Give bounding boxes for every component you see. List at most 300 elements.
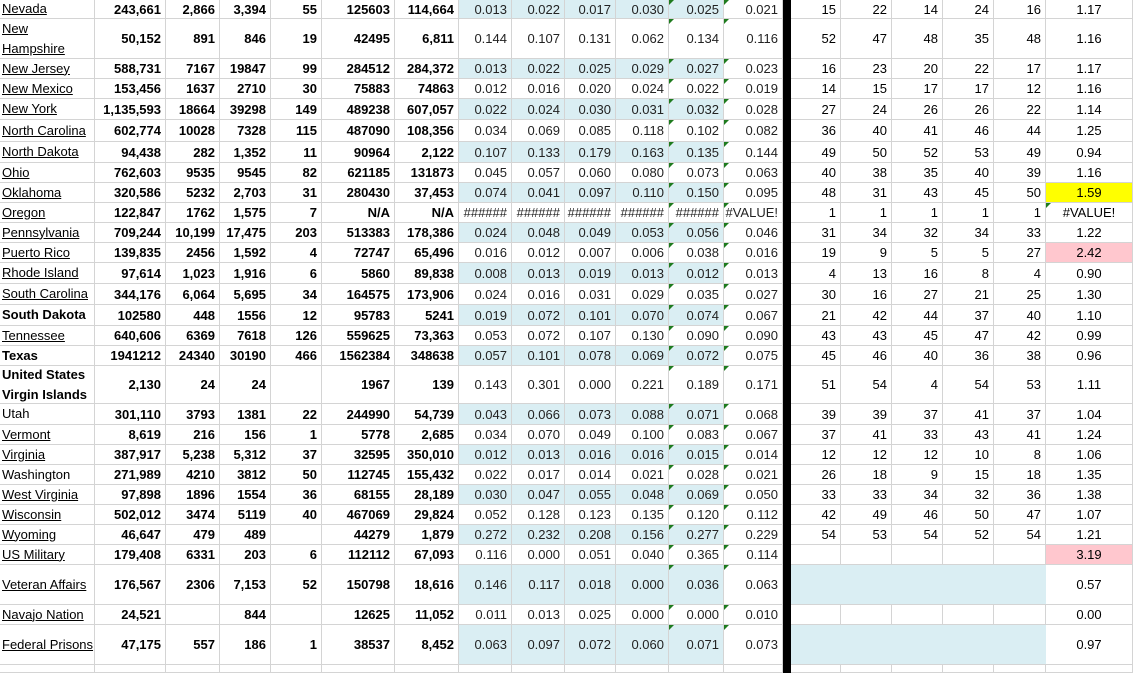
ratio-cell[interactable]: 0.143: [459, 366, 512, 403]
rank-cell[interactable]: 15: [943, 465, 994, 484]
ratio-cell[interactable]: 0.071: [669, 625, 724, 664]
rank-cell[interactable]: [791, 605, 841, 624]
value-cell[interactable]: 844: [220, 605, 271, 624]
ratio-cell[interactable]: 0.070: [616, 305, 669, 325]
rank-cell[interactable]: 12: [892, 445, 943, 464]
row-name-link[interactable]: Tennessee: [0, 326, 95, 345]
ratio-cell[interactable]: 0.000: [616, 605, 669, 624]
ratio-cell[interactable]: 0.120: [669, 505, 724, 524]
ratio-cell[interactable]: 0.022: [512, 0, 565, 18]
value-cell[interactable]: 7618: [220, 326, 271, 345]
ratio-cell[interactable]: 0.022: [459, 465, 512, 484]
average-cell[interactable]: 0.075: [724, 346, 783, 365]
ratio-cell[interactable]: 0.053: [459, 326, 512, 345]
rank-cell[interactable]: 16: [841, 284, 892, 304]
ratio-cell[interactable]: [669, 665, 724, 672]
row-name-link[interactable]: Veteran Affairs: [0, 565, 95, 604]
value-cell[interactable]: 46,647: [95, 525, 166, 544]
value-cell[interactable]: 709,244: [95, 223, 166, 242]
rank-cell[interactable]: [994, 605, 1046, 624]
ratio-cell[interactable]: ######: [669, 203, 724, 222]
average-cell[interactable]: 0.144: [724, 142, 783, 162]
ratio-cell[interactable]: 0.024: [616, 79, 669, 98]
value-cell[interactable]: 19: [271, 19, 322, 58]
value-cell[interactable]: 112112: [322, 545, 395, 564]
value-cell[interactable]: 31: [271, 183, 322, 202]
value-cell[interactable]: 216: [166, 425, 220, 444]
value-cell[interactable]: 7328: [220, 120, 271, 141]
ratio-cell[interactable]: 0.013: [459, 0, 512, 18]
rank-cell[interactable]: [841, 565, 892, 604]
value-cell[interactable]: 607,057: [395, 99, 459, 119]
ratio-cell[interactable]: 0.056: [669, 223, 724, 242]
value-cell[interactable]: 34: [271, 284, 322, 304]
value-cell[interactable]: 301,110: [95, 404, 166, 424]
ratio-cell[interactable]: 0.072: [512, 305, 565, 325]
value-cell[interactable]: 557: [166, 625, 220, 664]
rank-cell[interactable]: 41: [892, 120, 943, 141]
value-cell[interactable]: 5232: [166, 183, 220, 202]
ratio-cell[interactable]: 0.025: [565, 59, 616, 78]
rank-cell[interactable]: 1: [841, 203, 892, 222]
rank-cell[interactable]: 43: [841, 326, 892, 345]
ratio-cell[interactable]: 0.024: [459, 284, 512, 304]
ratio-cell[interactable]: 0.071: [669, 404, 724, 424]
rank-cell[interactable]: 35: [943, 19, 994, 58]
ratio-cell[interactable]: 0.072: [669, 346, 724, 365]
ratio-cell[interactable]: 0.025: [669, 0, 724, 18]
rank-cell[interactable]: 40: [994, 305, 1046, 325]
average-cell[interactable]: 0.090: [724, 326, 783, 345]
value-cell[interactable]: 54,739: [395, 404, 459, 424]
value-cell[interactable]: 489: [220, 525, 271, 544]
ratio-cell[interactable]: 0.000: [512, 545, 565, 564]
value-cell[interactable]: 38537: [322, 625, 395, 664]
ratio-cell[interactable]: 0.048: [616, 485, 669, 504]
average-cell[interactable]: 0.229: [724, 525, 783, 544]
ratio-cell[interactable]: 0.272: [459, 525, 512, 544]
value-cell[interactable]: 6,811: [395, 19, 459, 58]
ratio-cell[interactable]: 0.156: [616, 525, 669, 544]
ratio-cell[interactable]: 0.008: [459, 263, 512, 283]
score-cell[interactable]: 1.24: [1046, 425, 1133, 444]
rank-cell[interactable]: 9: [841, 243, 892, 262]
rank-cell[interactable]: 32: [943, 485, 994, 504]
ratio-cell[interactable]: 0.057: [512, 163, 565, 182]
ratio-cell[interactable]: 0.060: [565, 163, 616, 182]
ratio-cell[interactable]: 0.301: [512, 366, 565, 403]
ratio-cell[interactable]: 0.012: [459, 79, 512, 98]
rank-cell[interactable]: 10: [943, 445, 994, 464]
average-cell[interactable]: 0.067: [724, 425, 783, 444]
value-cell[interactable]: 243,661: [95, 0, 166, 18]
value-cell[interactable]: 2710: [220, 79, 271, 98]
ratio-cell[interactable]: 0.032: [669, 99, 724, 119]
rank-cell[interactable]: 48: [994, 19, 1046, 58]
value-cell[interactable]: 40: [271, 505, 322, 524]
ratio-cell[interactable]: 0.028: [669, 465, 724, 484]
average-cell[interactable]: 0.021: [724, 0, 783, 18]
ratio-cell[interactable]: 0.072: [565, 625, 616, 664]
ratio-cell[interactable]: 0.045: [459, 163, 512, 182]
rank-cell[interactable]: 54: [994, 525, 1046, 544]
ratio-cell[interactable]: 0.024: [512, 99, 565, 119]
rank-cell[interactable]: 40: [841, 120, 892, 141]
value-cell[interactable]: 348638: [395, 346, 459, 365]
value-cell[interactable]: 1,592: [220, 243, 271, 262]
value-cell[interactable]: 24340: [166, 346, 220, 365]
row-name-link[interactable]: Virginia: [0, 445, 95, 464]
rank-cell[interactable]: 16: [892, 263, 943, 283]
value-cell[interactable]: 1554: [220, 485, 271, 504]
value-cell[interactable]: 32595: [322, 445, 395, 464]
rank-cell[interactable]: 36: [994, 485, 1046, 504]
row-name-link[interactable]: Nevada: [0, 0, 95, 18]
value-cell[interactable]: 82: [271, 163, 322, 182]
ratio-cell[interactable]: 0.130: [616, 326, 669, 345]
average-cell[interactable]: 0.063: [724, 163, 783, 182]
rank-cell[interactable]: 17: [994, 59, 1046, 78]
value-cell[interactable]: 55: [271, 0, 322, 18]
rank-cell[interactable]: 45: [892, 326, 943, 345]
ratio-cell[interactable]: 0.038: [669, 243, 724, 262]
value-cell[interactable]: 344,176: [95, 284, 166, 304]
ratio-cell[interactable]: 0.016: [459, 243, 512, 262]
ratio-cell[interactable]: 0.074: [459, 183, 512, 202]
ratio-cell[interactable]: 0.083: [669, 425, 724, 444]
rank-cell[interactable]: [892, 565, 943, 604]
ratio-cell[interactable]: 0.049: [565, 425, 616, 444]
value-cell[interactable]: 29,824: [395, 505, 459, 524]
rank-cell[interactable]: 34: [943, 223, 994, 242]
ratio-cell[interactable]: 0.013: [512, 445, 565, 464]
ratio-cell[interactable]: 0.016: [616, 445, 669, 464]
value-cell[interactable]: 153,456: [95, 79, 166, 98]
value-cell[interactable]: 588,731: [95, 59, 166, 78]
value-cell[interactable]: 244990: [322, 404, 395, 424]
rank-cell[interactable]: 1: [994, 203, 1046, 222]
ratio-cell[interactable]: 0.062: [616, 19, 669, 58]
value-cell[interactable]: 112745: [322, 465, 395, 484]
value-cell[interactable]: 1,023: [166, 263, 220, 283]
score-cell[interactable]: 1.38: [1046, 485, 1133, 504]
row-name-link[interactable]: Oregon: [0, 203, 95, 222]
ratio-cell[interactable]: 0.123: [565, 505, 616, 524]
value-cell[interactable]: 479: [166, 525, 220, 544]
value-cell[interactable]: N/A: [322, 203, 395, 222]
row-name-link[interactable]: Oklahoma: [0, 183, 95, 202]
score-cell[interactable]: 1.10: [1046, 305, 1133, 325]
value-cell[interactable]: 139,835: [95, 243, 166, 262]
rank-cell[interactable]: 54: [841, 366, 892, 403]
rank-cell[interactable]: 22: [994, 99, 1046, 119]
rank-cell[interactable]: 49: [791, 142, 841, 162]
value-cell[interactable]: 1,879: [395, 525, 459, 544]
rank-cell[interactable]: [791, 625, 841, 664]
rank-cell[interactable]: 34: [892, 485, 943, 504]
rank-cell[interactable]: 17: [892, 79, 943, 98]
ratio-cell[interactable]: 0.043: [459, 404, 512, 424]
rank-cell[interactable]: 1: [791, 203, 841, 222]
value-cell[interactable]: 203: [271, 223, 322, 242]
value-cell[interactable]: 271,989: [95, 465, 166, 484]
ratio-cell[interactable]: 0.047: [512, 485, 565, 504]
rank-cell[interactable]: 43: [943, 425, 994, 444]
ratio-cell[interactable]: 0.116: [459, 545, 512, 564]
rank-cell[interactable]: [994, 565, 1046, 604]
value-cell[interactable]: 559625: [322, 326, 395, 345]
value-cell[interactable]: 73,363: [395, 326, 459, 345]
rank-cell[interactable]: 31: [791, 223, 841, 242]
ratio-cell[interactable]: 0.027: [669, 59, 724, 78]
ratio-cell[interactable]: 0.055: [565, 485, 616, 504]
average-cell[interactable]: 0.068: [724, 404, 783, 424]
rank-cell[interactable]: [892, 665, 943, 672]
rank-cell[interactable]: [994, 665, 1046, 672]
value-cell[interactable]: 602,774: [95, 120, 166, 141]
value-cell[interactable]: 280430: [322, 183, 395, 202]
row-name-link[interactable]: Navajo Nation: [0, 605, 95, 624]
rank-cell[interactable]: 38: [994, 346, 1046, 365]
ratio-cell[interactable]: 0.031: [565, 284, 616, 304]
ratio-cell[interactable]: 0.012: [459, 445, 512, 464]
ratio-cell[interactable]: [565, 665, 616, 672]
rank-cell[interactable]: 14: [791, 79, 841, 98]
value-cell[interactable]: 762,603: [95, 163, 166, 182]
rank-cell[interactable]: 27: [791, 99, 841, 119]
rank-cell[interactable]: 15: [841, 79, 892, 98]
value-cell[interactable]: 350,010: [395, 445, 459, 464]
value-cell[interactable]: N/A: [395, 203, 459, 222]
ratio-cell[interactable]: 0.069: [669, 485, 724, 504]
score-cell[interactable]: 1.17: [1046, 0, 1133, 18]
rank-cell[interactable]: [943, 605, 994, 624]
ratio-cell[interactable]: 0.016: [512, 284, 565, 304]
ratio-cell[interactable]: 0.069: [512, 120, 565, 141]
value-cell[interactable]: 1381: [220, 404, 271, 424]
rank-cell[interactable]: 33: [892, 425, 943, 444]
score-cell[interactable]: 0.90: [1046, 263, 1133, 283]
value-cell[interactable]: 5860: [322, 263, 395, 283]
rank-cell[interactable]: 46: [841, 346, 892, 365]
score-cell[interactable]: 1.04: [1046, 404, 1133, 424]
ratio-cell[interactable]: 0.034: [459, 425, 512, 444]
row-name-link[interactable]: Vermont: [0, 425, 95, 444]
value-cell[interactable]: 2,122: [395, 142, 459, 162]
average-cell[interactable]: 0.014: [724, 445, 783, 464]
value-cell[interactable]: 5241: [395, 305, 459, 325]
value-cell[interactable]: 467069: [322, 505, 395, 524]
ratio-cell[interactable]: 0.020: [565, 79, 616, 98]
row-name-link[interactable]: Federal Prisons: [0, 625, 95, 664]
value-cell[interactable]: 3,394: [220, 0, 271, 18]
value-cell[interactable]: 3793: [166, 404, 220, 424]
average-cell[interactable]: 0.050: [724, 485, 783, 504]
value-cell[interactable]: [322, 665, 395, 672]
ratio-cell[interactable]: ######: [616, 203, 669, 222]
row-name-cell[interactable]: South Dakota: [0, 305, 95, 325]
rank-cell[interactable]: [943, 625, 994, 664]
ratio-cell[interactable]: 0.052: [459, 505, 512, 524]
rank-cell[interactable]: [943, 665, 994, 672]
rank-cell[interactable]: 49: [841, 505, 892, 524]
value-cell[interactable]: 24,521: [95, 605, 166, 624]
value-cell[interactable]: 1941212: [95, 346, 166, 365]
ratio-cell[interactable]: 0.040: [616, 545, 669, 564]
value-cell[interactable]: 4: [271, 243, 322, 262]
ratio-cell[interactable]: 0.035: [669, 284, 724, 304]
row-name-cell[interactable]: [0, 665, 95, 672]
rank-cell[interactable]: 13: [841, 263, 892, 283]
average-cell[interactable]: 0.067: [724, 305, 783, 325]
ratio-cell[interactable]: 0.000: [669, 605, 724, 624]
ratio-cell[interactable]: 0.036: [669, 565, 724, 604]
value-cell[interactable]: 155,432: [395, 465, 459, 484]
rank-cell[interactable]: 37: [943, 305, 994, 325]
row-name-link[interactable]: North Carolina: [0, 120, 95, 141]
value-cell[interactable]: 176,567: [95, 565, 166, 604]
rank-cell[interactable]: 37: [892, 404, 943, 424]
ratio-cell[interactable]: 0.022: [512, 59, 565, 78]
average-cell[interactable]: 0.095: [724, 183, 783, 202]
rank-cell[interactable]: 17: [943, 79, 994, 98]
ratio-cell[interactable]: 0.221: [616, 366, 669, 403]
value-cell[interactable]: 4210: [166, 465, 220, 484]
average-cell[interactable]: 0.171: [724, 366, 783, 403]
average-cell[interactable]: 0.021: [724, 465, 783, 484]
row-name-link[interactable]: New Mexico: [0, 79, 95, 98]
value-cell[interactable]: 97,614: [95, 263, 166, 283]
ratio-cell[interactable]: 0.021: [616, 465, 669, 484]
row-name-cell[interactable]: Washington: [0, 465, 95, 484]
average-cell[interactable]: #VALUE!: [724, 203, 783, 222]
rank-cell[interactable]: [892, 625, 943, 664]
value-cell[interactable]: 11,052: [395, 605, 459, 624]
row-name-cell[interactable]: Texas: [0, 346, 95, 365]
value-cell[interactable]: 6331: [166, 545, 220, 564]
rank-cell[interactable]: 44: [994, 120, 1046, 141]
ratio-cell[interactable]: 0.146: [459, 565, 512, 604]
rank-cell[interactable]: 35: [892, 163, 943, 182]
value-cell[interactable]: 2456: [166, 243, 220, 262]
rank-cell[interactable]: 34: [841, 223, 892, 242]
value-cell[interactable]: 487090: [322, 120, 395, 141]
score-cell[interactable]: 3.19: [1046, 545, 1133, 564]
value-cell[interactable]: 150798: [322, 565, 395, 604]
value-cell[interactable]: 173,906: [395, 284, 459, 304]
score-cell[interactable]: 0.96: [1046, 346, 1133, 365]
value-cell[interactable]: 24: [166, 366, 220, 403]
rank-cell[interactable]: 8: [943, 263, 994, 283]
ratio-cell[interactable]: [512, 665, 565, 672]
rank-cell[interactable]: 8: [994, 445, 1046, 464]
rank-cell[interactable]: 18: [994, 465, 1046, 484]
ratio-cell[interactable]: 0.107: [459, 142, 512, 162]
value-cell[interactable]: 72747: [322, 243, 395, 262]
rank-cell[interactable]: [943, 545, 994, 564]
rank-cell[interactable]: 4: [994, 263, 1046, 283]
value-cell[interactable]: 12625: [322, 605, 395, 624]
rank-cell[interactable]: 40: [892, 346, 943, 365]
value-cell[interactable]: 125603: [322, 0, 395, 18]
rank-cell[interactable]: 54: [791, 525, 841, 544]
value-cell[interactable]: 94,438: [95, 142, 166, 162]
rank-cell[interactable]: 27: [994, 243, 1046, 262]
value-cell[interactable]: 24: [220, 366, 271, 403]
ratio-cell[interactable]: 0.135: [669, 142, 724, 162]
value-cell[interactable]: 39298: [220, 99, 271, 119]
rank-cell[interactable]: 39: [994, 163, 1046, 182]
rank-cell[interactable]: 31: [841, 183, 892, 202]
rank-cell[interactable]: 30: [791, 284, 841, 304]
rank-cell[interactable]: 44: [892, 305, 943, 325]
value-cell[interactable]: 5,312: [220, 445, 271, 464]
rank-cell[interactable]: 54: [943, 366, 994, 403]
value-cell[interactable]: 50,152: [95, 19, 166, 58]
score-cell[interactable]: 1.11: [1046, 366, 1133, 403]
value-cell[interactable]: 1: [271, 625, 322, 664]
value-cell[interactable]: 74863: [395, 79, 459, 98]
value-cell[interactable]: 47,175: [95, 625, 166, 664]
ratio-cell[interactable]: 0.016: [512, 79, 565, 98]
ratio-cell[interactable]: 0.060: [616, 625, 669, 664]
score-cell[interactable]: 0.94: [1046, 142, 1133, 162]
score-cell[interactable]: 1.14: [1046, 99, 1133, 119]
rank-cell[interactable]: [841, 625, 892, 664]
value-cell[interactable]: 2306: [166, 565, 220, 604]
value-cell[interactable]: 37: [271, 445, 322, 464]
rank-cell[interactable]: 12: [841, 445, 892, 464]
value-cell[interactable]: 50: [271, 465, 322, 484]
rank-cell[interactable]: 18: [841, 465, 892, 484]
value-cell[interactable]: [220, 665, 271, 672]
ratio-cell[interactable]: 0.208: [565, 525, 616, 544]
score-cell[interactable]: 1.22: [1046, 223, 1133, 242]
rank-cell[interactable]: [791, 545, 841, 564]
value-cell[interactable]: 19847: [220, 59, 271, 78]
value-cell[interactable]: 2,866: [166, 0, 220, 18]
value-cell[interactable]: 8,452: [395, 625, 459, 664]
ratio-cell[interactable]: 0.073: [669, 163, 724, 182]
ratio-cell[interactable]: 0.085: [565, 120, 616, 141]
value-cell[interactable]: 2,703: [220, 183, 271, 202]
ratio-cell[interactable]: 0.179: [565, 142, 616, 162]
ratio-cell[interactable]: 0.134: [669, 19, 724, 58]
rank-cell[interactable]: 37: [791, 425, 841, 444]
rank-cell[interactable]: 42: [841, 305, 892, 325]
rank-cell[interactable]: 36: [791, 120, 841, 141]
value-cell[interactable]: 513383: [322, 223, 395, 242]
ratio-cell[interactable]: 0.117: [512, 565, 565, 604]
average-cell[interactable]: 0.028: [724, 99, 783, 119]
value-cell[interactable]: 1: [271, 425, 322, 444]
rank-cell[interactable]: [943, 565, 994, 604]
value-cell[interactable]: 1562384: [322, 346, 395, 365]
ratio-cell[interactable]: 0.133: [512, 142, 565, 162]
value-cell[interactable]: 17,475: [220, 223, 271, 242]
value-cell[interactable]: 95783: [322, 305, 395, 325]
value-cell[interactable]: 75883: [322, 79, 395, 98]
ratio-cell[interactable]: 0.016: [565, 445, 616, 464]
value-cell[interactable]: 1,916: [220, 263, 271, 283]
rank-cell[interactable]: 42: [994, 326, 1046, 345]
value-cell[interactable]: 139: [395, 366, 459, 403]
rank-cell[interactable]: 5: [943, 243, 994, 262]
value-cell[interactable]: 6: [271, 263, 322, 283]
rank-cell[interactable]: 50: [841, 142, 892, 162]
rank-cell[interactable]: 33: [994, 223, 1046, 242]
value-cell[interactable]: 28,189: [395, 485, 459, 504]
